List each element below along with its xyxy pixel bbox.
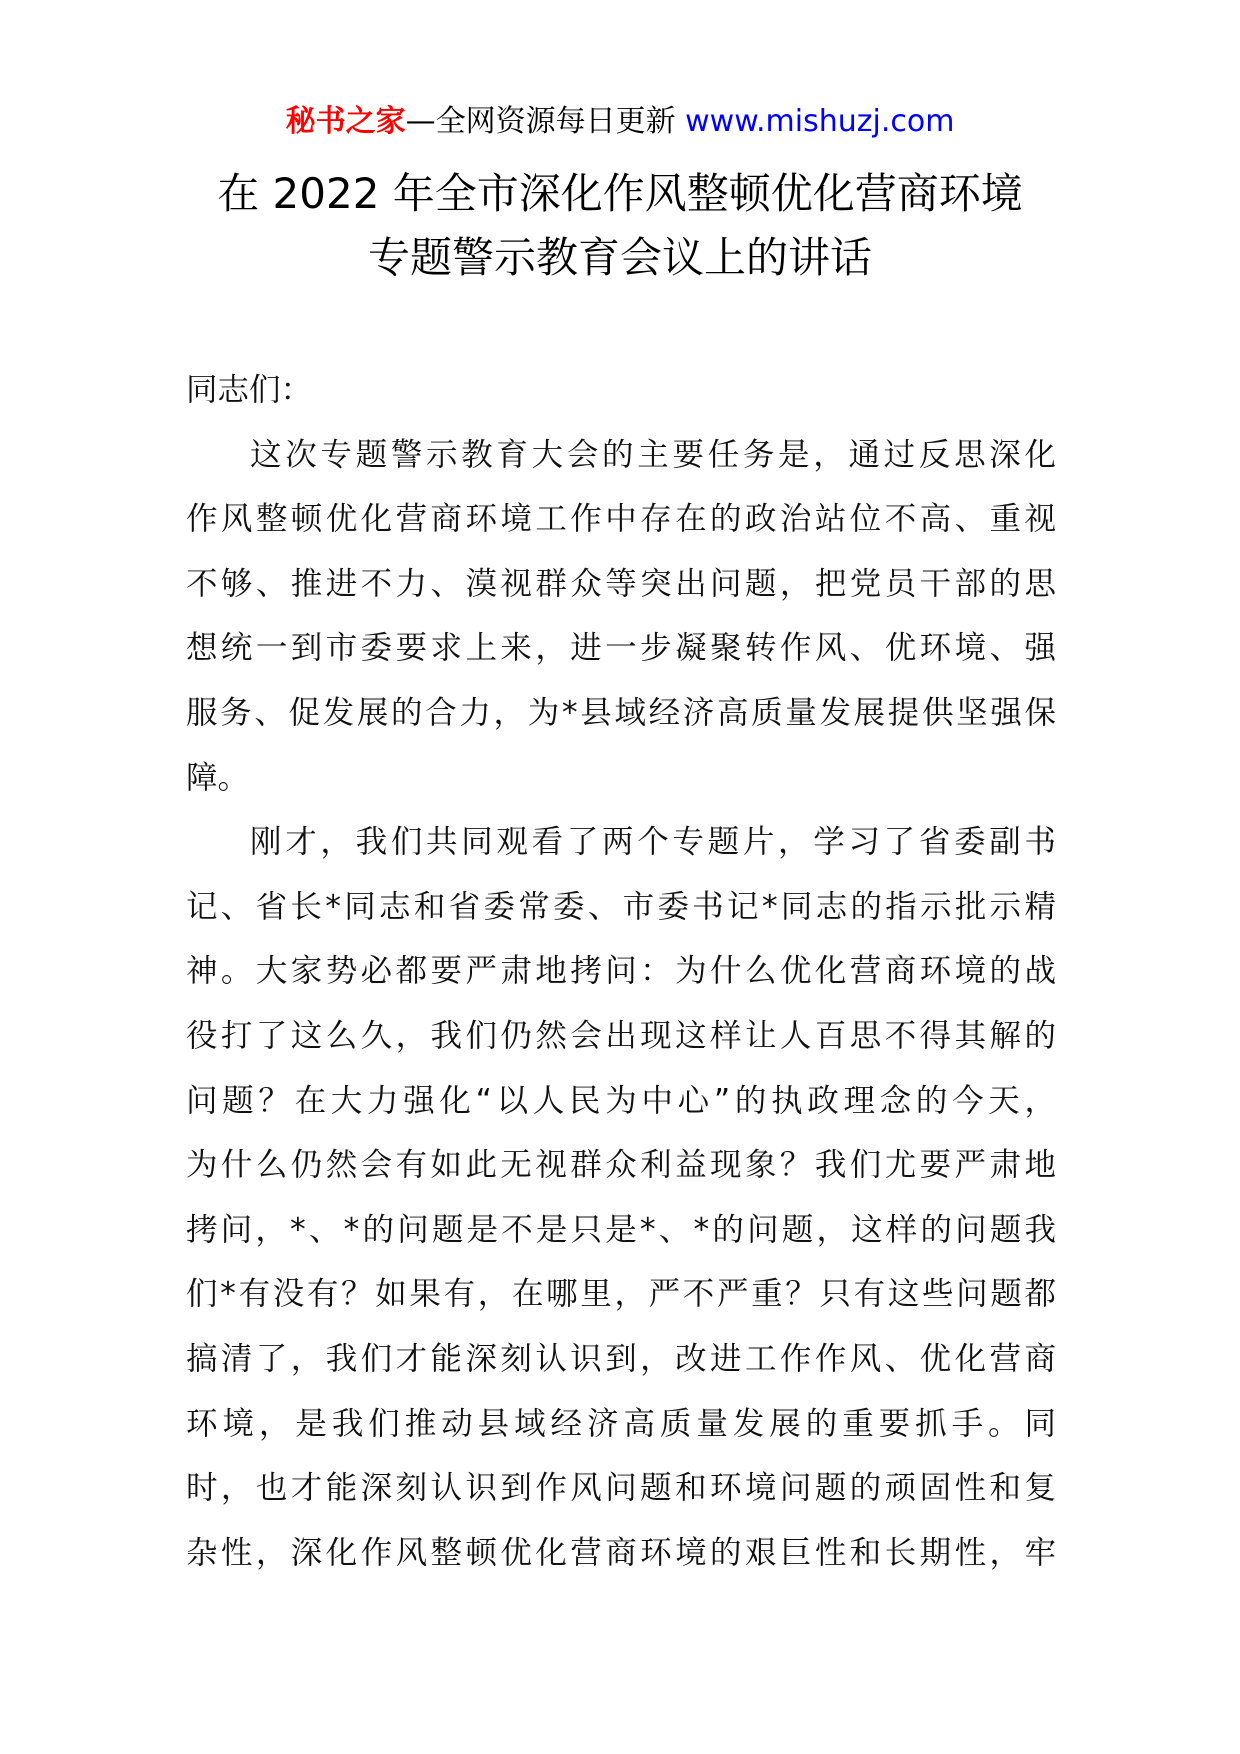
paragraph-line: 拷问，*、*的问题是不是只是*、*的问题，这样的问题我 xyxy=(186,1211,1056,1248)
paragraph-line: 搞清了，我们才能深刻认识到，改进工作作风、优化营商 xyxy=(186,1340,1056,1377)
site-header xyxy=(0,100,1240,144)
paragraph-line: 不够、推进不力、漠视群众等突出问题，把党员干部的思 xyxy=(186,565,1056,602)
paragraph-2 xyxy=(186,810,1056,1585)
paragraph-line: 作风整顿优化营商环境工作中存在的政治站位不高、重视 xyxy=(186,501,1056,538)
paragraph-line: 为什么仍然会有如此无视群众利益现象？我们尤要严肃地 xyxy=(186,1147,1056,1184)
document-title xyxy=(0,162,1240,290)
paragraph-line: 服务、促发展的合力，为*县域经济高质量发展提供坚强保 xyxy=(186,694,1056,731)
title-line-1: 在 2022 年全市深化作风整顿优化营商环境 xyxy=(217,169,1023,218)
paragraph-line: 这次专题警示教育大会的主要任务是，通过反思深化 xyxy=(250,436,1056,473)
paragraph-line: 神。大家势必都要严肃地拷问：为什么优化营商环境的战 xyxy=(186,953,1056,990)
paragraph-line: 障。 xyxy=(186,759,250,796)
site-url-link[interactable]: www.mishuzj.com xyxy=(685,104,955,139)
paragraph-line: 刚才，我们共同观看了两个专题片，学习了省委副书 xyxy=(250,824,1056,861)
paragraph-line: 环境，是我们推动县域经济高质量发展的重要抓手。同 xyxy=(186,1405,1056,1442)
paragraph-line: 杂性，深化作风整顿优化营商环境的艰巨性和长期性，牢 xyxy=(186,1534,1056,1571)
salutation: 同志们： xyxy=(186,372,313,408)
paragraph-line: 记、省长*同志和省委常委、市委书记*同志的指示批示精 xyxy=(186,888,1056,925)
paragraph-line: 役打了这么久，我们仍然会出现这样让人百思不得其解的 xyxy=(186,1017,1056,1054)
header-tagline: —全网资源每日更新 xyxy=(405,104,676,139)
paragraph-1 xyxy=(186,423,1056,811)
document-body xyxy=(186,358,1056,1585)
paragraph-line: 想统一到市委要求上来，进一步凝聚转作风、优环境、强 xyxy=(186,630,1056,667)
paragraph-line: 问题？在大力强化“以人民为中心”的执政理念的今天， xyxy=(186,1082,1056,1119)
title-line-2: 专题警示教育会议上的讲话 xyxy=(367,233,872,282)
paragraph-line: 时，也才能深刻认识到作风问题和环境问题的顽固性和复 xyxy=(186,1470,1056,1507)
paragraph-line: 们*有没有？如果有，在哪里，严不严重？只有这些问题都 xyxy=(186,1276,1056,1313)
brand-name: 秘书之家 xyxy=(285,104,406,139)
